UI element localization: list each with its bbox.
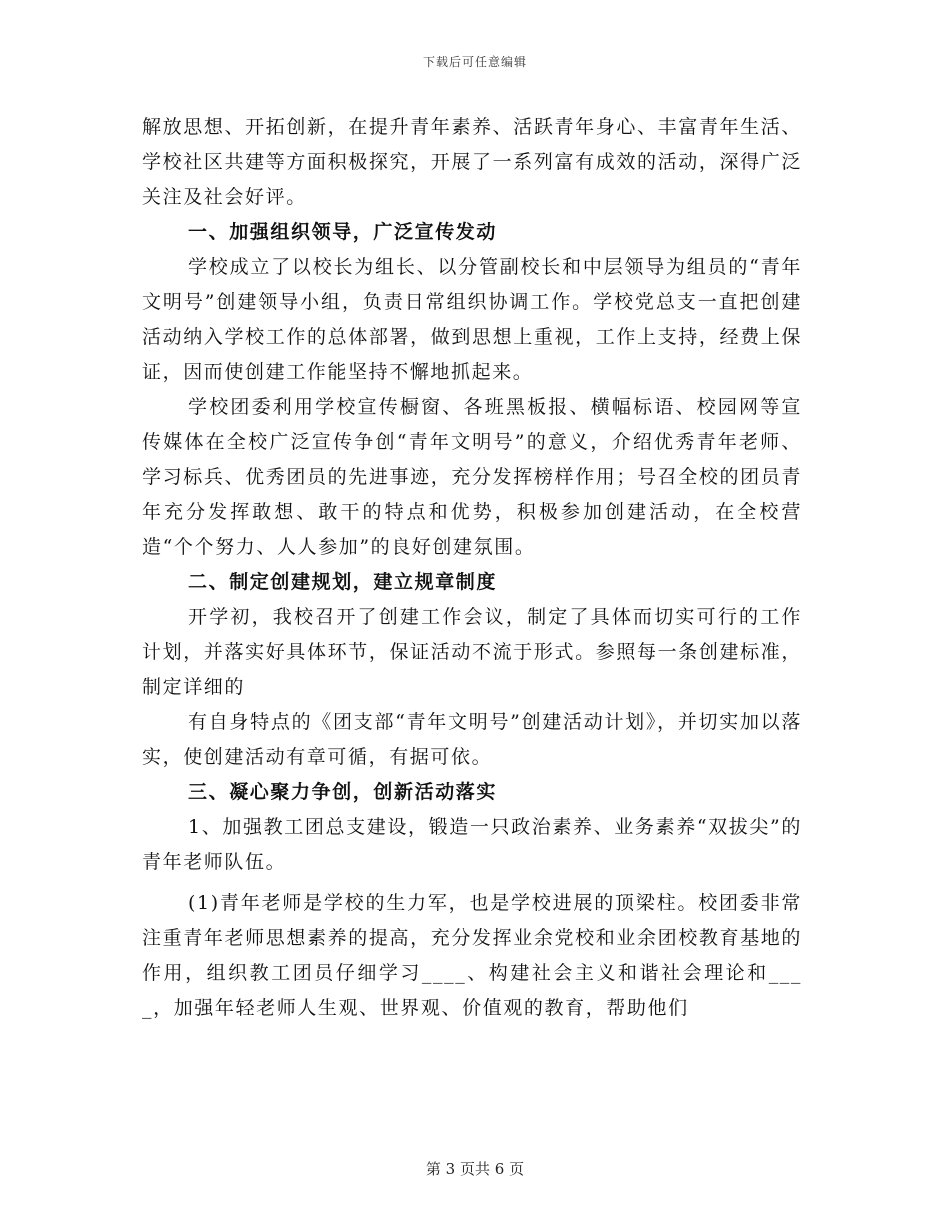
paragraph-planning: 开学初，我校召开了创建工作会议，制定了具体而切实可行的工作计划，并落实好具体环节，保证活动不流于形式。参照每一条创建标准，制定详细的 <box>142 606 802 698</box>
page-footer: 第 3 页共 6 页 <box>425 1160 525 1178</box>
section-heading-2: 二、制定创建规划，建立规章制度 <box>188 571 498 593</box>
page-header: 下载后可任意编辑 <box>422 55 527 69</box>
list-item-1: 1、加强教工团总支建设，锻造一只政治素养、业务素养“双拔尖”的青年老师队伍。 <box>142 816 802 873</box>
paragraph-plan-detail: 有自身特点的《团支部“青年文明号”创建活动计划》，并切实加以落实，使创建活动有章可循，有据可依。 <box>142 711 802 768</box>
paragraph-intro: 解放思想、开拓创新，在提升青年素养、活跃青年身心、丰富青年生活、学校社区共建等方面积极探究，开展了一系列富有成效的活动，深得广泛关注及社会好评。 <box>142 116 802 208</box>
section-heading-3: 三、凝心聚力争创，创新活动落实 <box>188 781 498 803</box>
section-heading-1: 一、加强组织领导，广泛宣传发动 <box>188 221 498 243</box>
list-item-1-1: (1)青年老师是学校的生力军，也是学校进展的顶梁柱。校团委非常注重青年老师思想素养的提高，充分发挥业余党校和业余团校教育基地的作用，组织教工团员仔细学习____、构建社会主义和谐社会理论和____，加强年轻老师人生观、世界观、价值观的教育，帮助他们 <box>142 892 802 1019</box>
paragraph-leadership: 学校成立了以校长为组长、以分管副校长和中层领导为组员的“青年文明号”创建领导小组，负责日常组织协调工作。学校党总支一直把创建活动纳入学校工作的总体部署，做到思想上重视，工作上支持，经费上保证，因而使创建工作能坚持不懈地抓起来。 <box>142 256 802 383</box>
document-body <box>142 110 802 1026</box>
paragraph-publicity: 学校团委利用学校宣传橱窗、各班黑板报、横幅标语、校园网等宣传媒体在全校广泛宣传争创“青年文明号”的意义，介绍优秀青年老师、学习标兵、优秀团员的先进事迹，充分发挥榜样作用；号召全校的团员青年充分发挥敢想、敢干的特点和优势，积极参加创建活动，在全校营造“个个努力、人人参加”的良好创建氛围。 <box>142 396 802 558</box>
